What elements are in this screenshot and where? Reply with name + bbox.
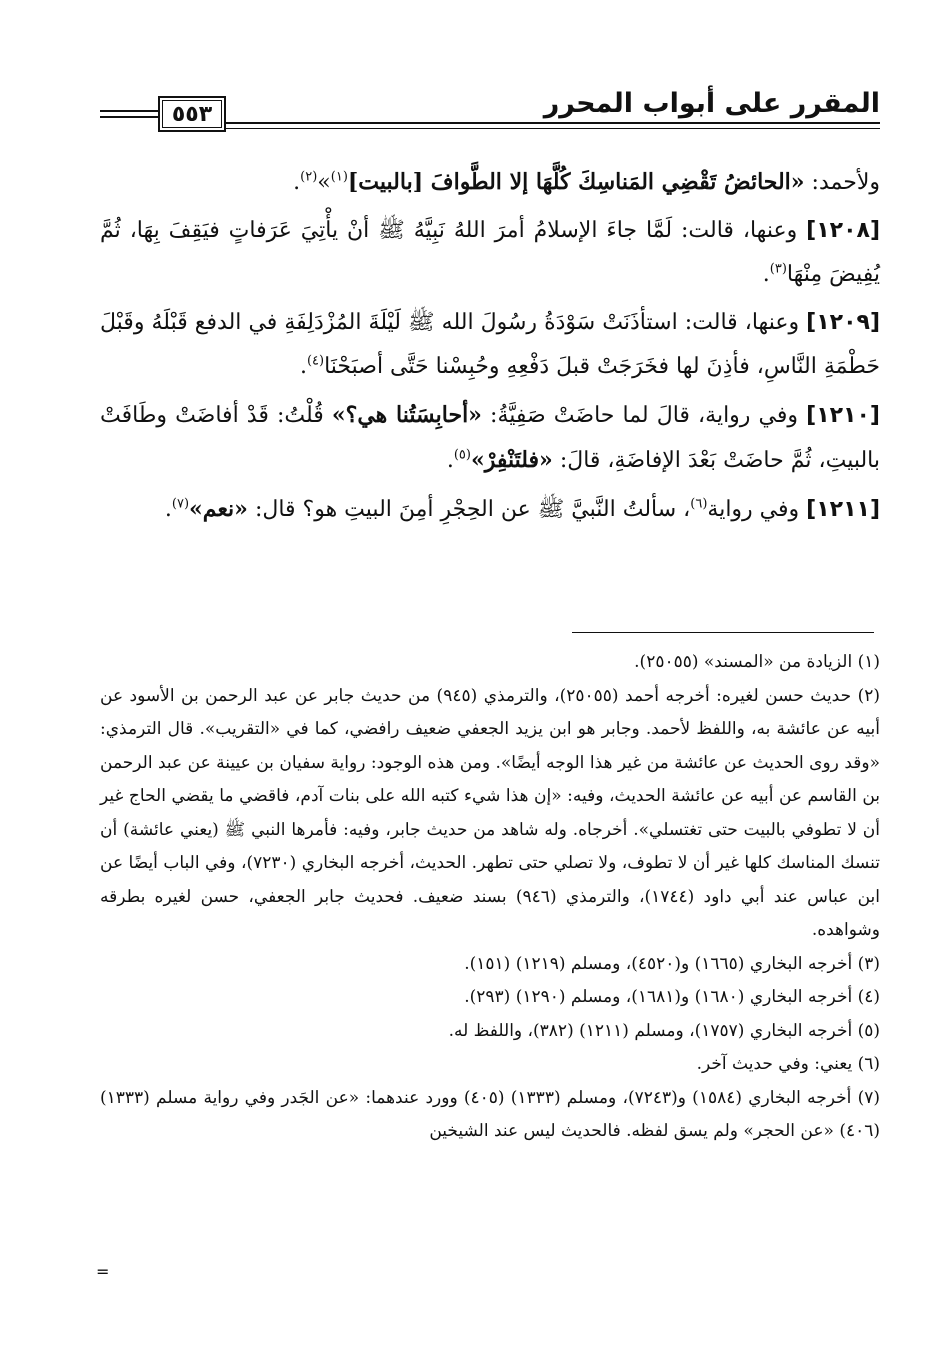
main-text: [100, 160, 880, 536]
paragraph-end: .: [446, 448, 454, 473]
hadith-text: وعنها، قالت: استأذَنَتْ سَوْدَةُ رسُولَ الله ﷺ لَيْلَةَ المُزْدَلِفَةِ في الدفع قَبْلَهُ وقَبْلَ حَطْمَةِ النَّاسِ، فأذِنَ لها فخَرَجَتْ قبلَ دَفْعِهِ وحُبِسْنا حَتَّى أصبَحْنَا: [100, 310, 880, 379]
page-header: [100, 88, 880, 138]
hadith-text: وفي رواية، قالَ لما حاضَتْ صَفِيَّةُ:: [490, 403, 799, 428]
footnote-ref-1: (١): [330, 169, 348, 185]
footnote-ref-2: (٢): [300, 169, 318, 185]
header-rule-right: [224, 122, 880, 124]
header-rule-right-lower: [224, 128, 880, 129]
footnote-5: (٥) أخرجه البخاري (١٧٥٧)، ومسلم (١٢١١) (٣٨٢)، واللفظ له.: [448, 1020, 880, 1041]
hadith-text: وعنها، قالت: لَمَّا جاءَ الإسلامُ أمرَ اللهُ نَبِيَّهُ ﷺ أنْ يأْتِيَ عَرَفاتٍ فيَقِفَ بِهَا، ثُمَّ يُفِيضَ مِنْهَا: [100, 218, 880, 287]
paragraph-end: .: [293, 170, 301, 195]
footnote-4: (٤) أخرجه البخاري (١٦٨٠) و(١٦٨١)، ومسلم (١٢٩٠) (٢٩٣).: [464, 987, 880, 1007]
footnotes: [100, 646, 880, 1149]
paragraph-1208: [100, 209, 880, 297]
hadith-text: وفي رواية: [707, 497, 800, 522]
hadith-quote: «أحابِسَتُنا هي؟»: [331, 402, 482, 428]
footnote-1: (١) الزيادة من «المسند» (٢٥٠٥٥).: [634, 652, 880, 672]
hadith-number: [١٢٠٩]: [806, 310, 881, 335]
paragraph-end: .: [164, 497, 172, 522]
hadith-number: [١٢٠٨]: [806, 218, 880, 243]
hadith-quote-2: «فلتَنْفِرْ»: [470, 447, 553, 473]
paragraph-1210: [100, 393, 880, 483]
footnote-separator: [572, 632, 874, 633]
footnote-3: (٣) أخرجه البخاري (١٦٦٥) و(٤٥٢٠)، ومسلم (١٢١٩) (١٥١).: [464, 953, 880, 974]
hadith-number: [١٢١١]: [806, 497, 880, 522]
hadith-quote: «الحائضُ تَقْضِي المَناسِكَ كُلَّهَا إلا الطَّوافَ [بالبيت]: [347, 169, 805, 195]
paragraph-end: .: [299, 354, 307, 379]
footnote-ref-3: (٣): [769, 261, 787, 277]
paragraph-1209: [100, 301, 880, 389]
paragraph-ahmad: [100, 160, 880, 205]
page-number: ٥٥٣: [158, 96, 226, 132]
footnote-ref-4: (٤): [306, 353, 325, 369]
header-rule-left: [100, 110, 158, 112]
book-title: المقرر على أبواب المحرر: [543, 88, 880, 119]
paragraph-end: .: [762, 262, 770, 287]
header-rule-left-lower: [100, 116, 158, 118]
quote-close: »: [317, 170, 331, 195]
footnote-ref-5: (٥): [453, 447, 471, 463]
paragraph-lead: ولأحمد:: [811, 170, 880, 195]
hadith-text-continued: قُلْتُ: قَدْ أفاضَتْ وطَافَتْ بالبيتِ، ثُمَّ حاضَتْ بَعْدَ الإفاضَةِ، قالَ:: [100, 403, 880, 473]
footnote-ref-6: (٦): [690, 496, 708, 512]
paragraph-1211: [100, 487, 880, 532]
hadith-text-continued: ، سألتُ النَّبيَّ ﷺ عن الحِجْرِ أمِنَ البيتِ هو؟ قال:: [254, 497, 691, 522]
footnote-ref-7: (٧): [171, 496, 190, 512]
footnote-7: (٧) أخرجه البخاري (١٥٨٤) و(٧٢٤٣)، ومسلم (١٣٣٣) (٤٠٥) وورد عندهما: «عن الجَدر وفي رواية مسلم (١٣٣٣) (٤٠٦) «عن الحجر» ولم يسق لفظه. فالحديث ليس عند الشيخين: [100, 1087, 880, 1141]
footnote-2: (٢) حديث حسن لغيره: أخرجه أحمد (٢٥٠٥٥)، والترمذي (٩٤٥) من حديث جابر عن عبد الرحمن بن الأسود عن أبيه عن عائشة به، واللفظ لأحمد. وجابر هو ابن يزيد الجعفي ضعيف رافضي، كما في «التقريب». قال الترمذي: «وقد روى الحديث عن عائشة من غير هذا الوجه أيضًا». ومن هذه الوجود: رواية سفيان بن عيينة عن عبد الرحمن بن القاسم عن أبيه عن عائشة الحديث، وفيه: «إن هذا شيء كتبه الله على بنات آدم، فاقضي ما يقضي الحاج غير أن لا تطوفي بالبيت حتى تغتسلي». أخرجاه. وله شاهد من حديث جابر، وفيه: فأمرها النبي ﷺ (يعني عائشة) أن تنسك المناسك كلها غير أن لا تطوف، ولا تصلي حتى تطهر. الحديث، أخرجه البخاري (٧٢٣٠)، وفي الباب أيضًا عن ابن عباس عند أبي داود (١٧٤٤)، والترمذي (٩٤٦) بسند ضعيف. فحديث جابر الجعفي، حسن لغيره بطرقه وشواهده.: [100, 685, 880, 940]
footnote-6: (٦) يعني: وفي حديث آخر.: [696, 1054, 880, 1074]
hadith-quote: «نعم»: [189, 496, 248, 522]
continuation-mark: =: [96, 1262, 110, 1281]
hadith-number: [١٢١٠]: [806, 403, 880, 428]
